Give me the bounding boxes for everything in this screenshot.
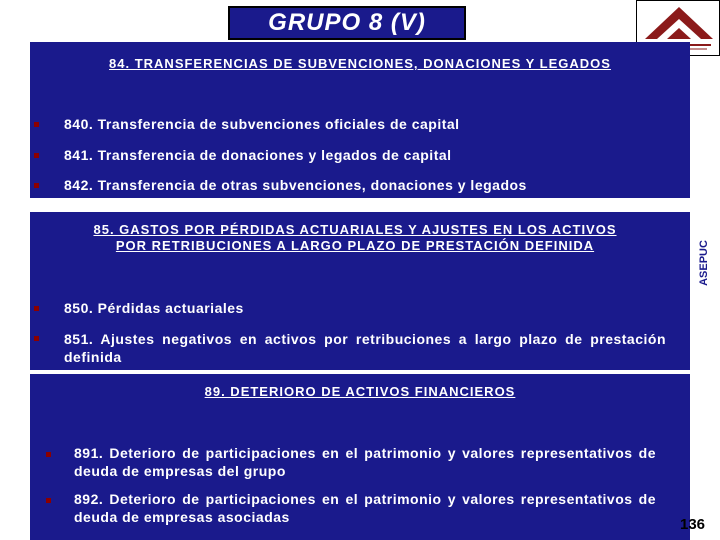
section-89-heading: 89. DETERIORO DE ACTIVOS FINANCIEROS: [204, 384, 516, 399]
section-84-panel: [30, 42, 690, 198]
bullet-icon: [46, 452, 51, 457]
section-85-heading-line2: POR RETRIBUCIONES A LARGO PLAZO DE PRESTACIÓN DEFINIDA: [115, 238, 595, 253]
item-851: 851. Ajustes negativos en activos por retribuciones a largo plazo de prestación definida: [64, 331, 666, 365]
item-891: 891. Deterioro de participaciones en el patrimonio y valores representativos de deuda de empresas del grupo: [74, 445, 656, 479]
section-89-panel: [30, 374, 690, 540]
item-850: 850. Pérdidas actuariales: [64, 300, 244, 316]
bullet-icon: [34, 336, 39, 341]
item-892: 892. Deterioro de participaciones en el patrimonio y valores representativos de deuda de empresas asociadas: [74, 491, 656, 525]
bullet-icon: [34, 306, 39, 311]
bullet-icon: [46, 498, 51, 503]
item-841: 841. Transferencia de donaciones y legados de capital: [64, 147, 452, 163]
page-number: 136: [680, 516, 706, 533]
item-840: 840. Transferencia de subvenciones oficiales de capital: [64, 116, 460, 132]
side-label: [690, 220, 718, 306]
title-box: [228, 6, 466, 40]
section-85-heading-line1: 85. GASTOS POR PÉRDIDAS ACTUARIALES Y AJUSTES EN LOS ACTIVOS: [93, 222, 617, 237]
bullet-icon: [34, 122, 39, 127]
bullet-icon: [34, 183, 39, 188]
bullet-icon: [34, 153, 39, 158]
section-85-panel: [30, 212, 690, 370]
side-label-text: ASEPUC: [698, 240, 710, 286]
item-842: 842. Transferencia de otras subvenciones, donaciones y legados: [64, 177, 527, 193]
section-85-heading: [55, 222, 655, 254]
section-84-heading: 84. TRANSFERENCIAS DE SUBVENCIONES, DONACIONES Y LEGADOS: [109, 56, 611, 71]
slide-title: GRUPO 8 (V): [268, 9, 426, 36]
